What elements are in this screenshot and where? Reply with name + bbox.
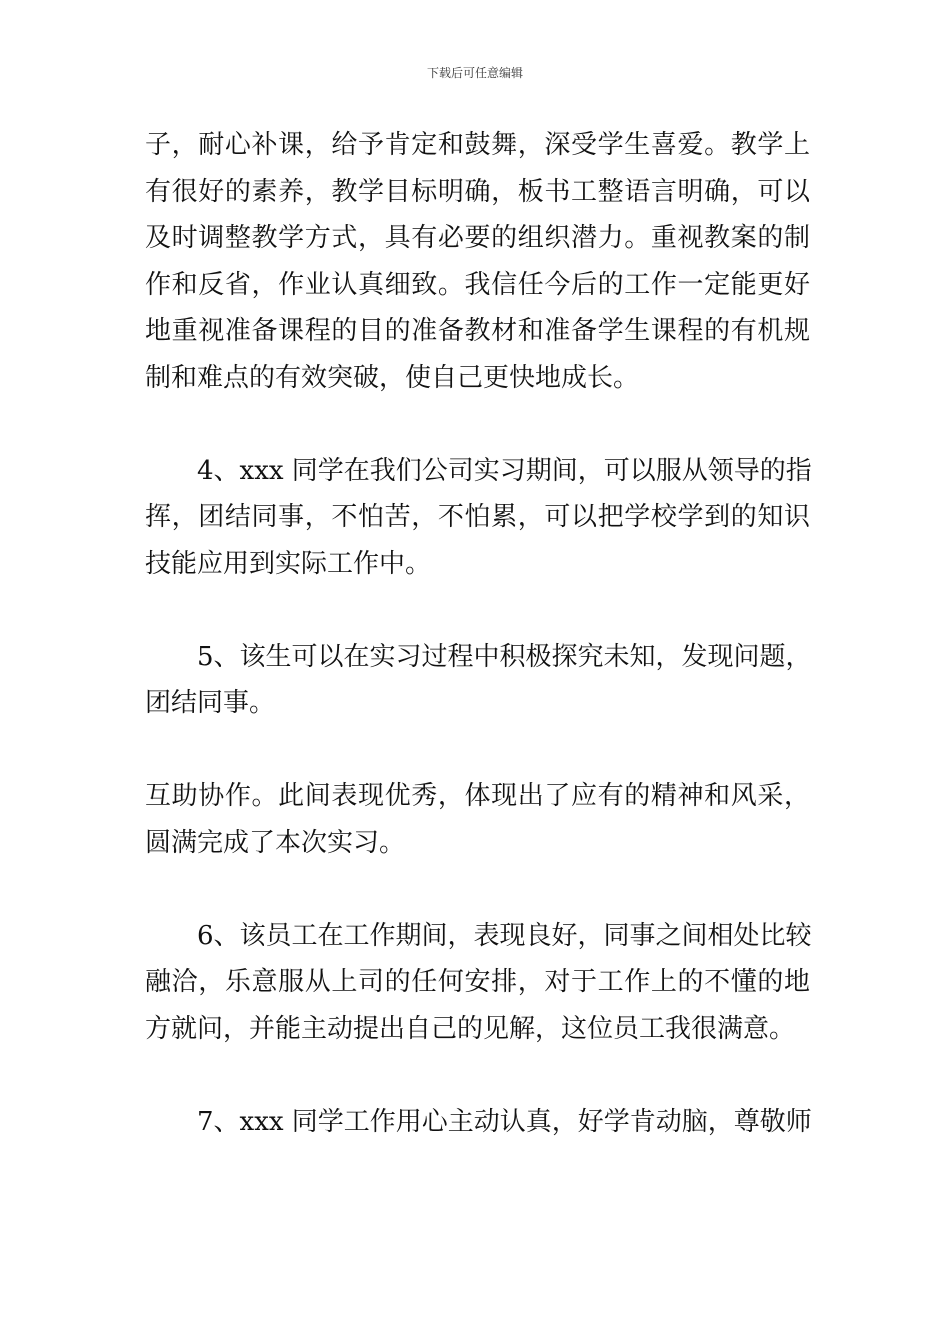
text-line: 6、该员工在工作期间，表现良好，同事之间相处比较 (197, 920, 812, 951)
text-line: 挥，团结同事，不怕苦，不怕累，可以把学校学到的知识 (145, 502, 810, 532)
text-line: 团结同事。 (145, 688, 276, 718)
text-line: 作和反省，作业认真细致。我信任今后的工作一定能更好 (145, 269, 810, 300)
text-line: 5、该生可以在实习过程中积极探究未知，发现问题， (197, 641, 812, 672)
document-body (145, 128, 810, 1151)
text-line: 制和难点的有效突破，使自己更快地成长。 (145, 362, 640, 393)
text-line: 地重视准备课程的目的准备教材和准备学生课程的有机规 (145, 316, 810, 346)
paragraph-item-7 (145, 1105, 810, 1139)
text-line: 7、xxx 同学工作用心主动认真，好学肯动脑，尊敬师 (197, 1106, 812, 1137)
text-line: 及时调整教学方式，具有必要的组织潜力。重视教案的制 (145, 223, 810, 253)
text-line: 方就问，并能主动提出自己的见解，这位员工我很满意。 (145, 1013, 796, 1044)
text-line: 圆满完成了本次实习。 (145, 827, 406, 858)
paragraph-item-5-continued (145, 779, 810, 860)
text-line: 技能应用到实际工作中。 (145, 548, 432, 579)
page-header: 下载后可任意编辑 (426, 66, 523, 80)
text-line: 子，耐心补课，给予肯定和鼓舞，深受学生喜爱。教学上 (145, 130, 810, 160)
text-line: 互助协作。此间表现优秀，体现出了应有的精神和风采， (145, 781, 810, 811)
paragraph-item-5 (145, 640, 810, 721)
text-line: 4、xxx 同学在我们公司实习期间，可以服从领导的指 (197, 455, 812, 486)
paragraph-item-4 (145, 454, 810, 581)
paragraph-continuation (145, 128, 810, 395)
text-line: 有很好的素养，教学目标明确，板书工整语言明确，可以 (145, 176, 810, 207)
paragraph-item-6 (145, 919, 810, 1046)
text-line: 融洽，乐意服从上司的任何安排，对于工作上的不懂的地 (145, 967, 810, 997)
